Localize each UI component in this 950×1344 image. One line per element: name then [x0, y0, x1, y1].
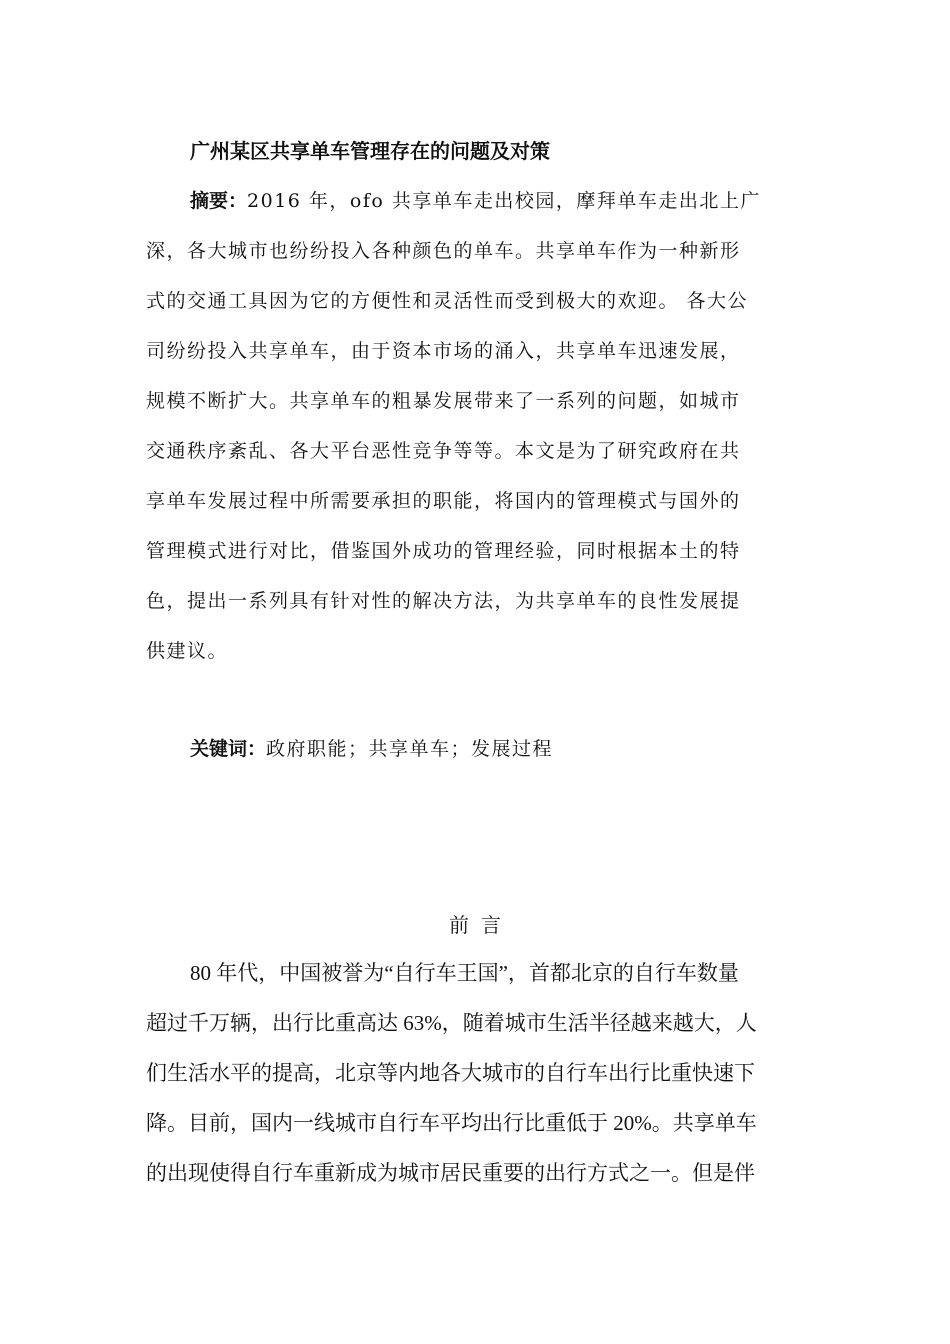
abstract-line: 司纷纷投入共享单车，由于资本市场的涌入，共享单车迅速发展，: [146, 340, 741, 362]
abstract-label: 摘要：: [190, 190, 248, 212]
keywords-label: 关键词：: [190, 738, 267, 760]
abstract-line: 交通秩序紊乱、各大平台恶性竞争等等。本文是为了研究政府在共: [146, 440, 741, 462]
abstract-section: [146, 176, 798, 676]
preface-line: 降。目前，国内一线城市自行车平均出行比重低于 20%。共享单车: [146, 1111, 757, 1135]
preface-section: [146, 948, 806, 1198]
preface-line: 超过千万辆，出行比重高达 63%，随着城市生活半径越来越大，人: [146, 1011, 757, 1035]
keywords-text: 政府职能；共享单车；发展过程: [266, 738, 554, 760]
preface-heading: 前言: [449, 913, 513, 937]
abstract-text: 2016 年，ofo 共享单车走出校园，摩拜单车走出北上广: [247, 190, 761, 212]
abstract-line: 式的交通工具因为它的方便性和灵活性而受到极大的欢迎。 各大公: [146, 290, 749, 312]
keywords-section: [190, 724, 553, 774]
abstract-line: 深，各大城市也纷纷投入各种颜色的单车。共享单车作为一种新形: [146, 240, 741, 262]
preface-line: 的出现使得自行车重新成为城市居民重要的出行方式之一。但是伴: [146, 1161, 755, 1185]
preface-line: 80 年代，中国被誉为“自行车王国”，首都北京的自行车数量: [190, 961, 739, 985]
abstract-line: 享单车发展过程中所需要承担的职能，将国内的管理模式与国外的: [146, 490, 741, 512]
abstract-line: 供建议。: [146, 640, 229, 662]
preface-line: 们生活水平的提高，北京等内地各大城市的自行车出行比重快速下: [146, 1061, 755, 1085]
abstract-line: 色，提出一系列具有针对性的解决方法，为共享单车的良性发展提: [146, 590, 741, 612]
abstract-line: [146, 176, 798, 226]
abstract-line: 规模不断扩大。共享单车的粗暴发展带来了一系列的问题，如城市: [146, 390, 741, 412]
abstract-line: 管理模式进行对比，借鉴国外成功的管理经验，同时根据本土的特: [146, 540, 741, 562]
document-title: 广州某区共享单车管理存在的问题及对策: [190, 139, 550, 163]
